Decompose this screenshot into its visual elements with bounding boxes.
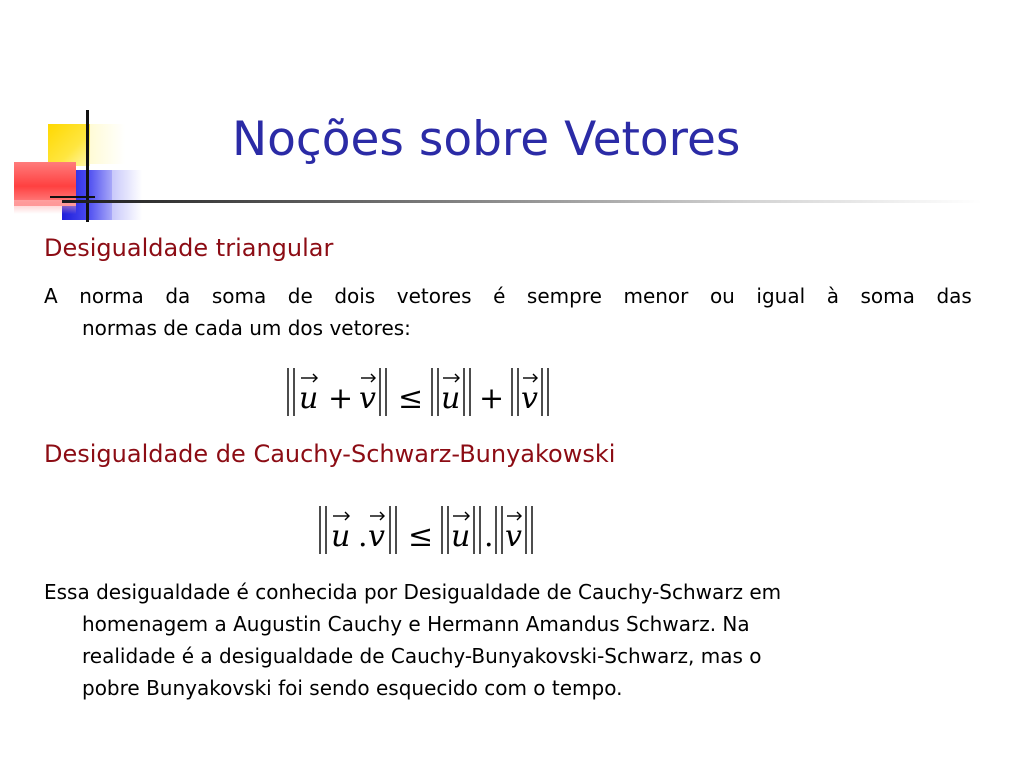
triangle-text-word: das (936, 284, 972, 308)
logo-yellow-square (48, 124, 90, 166)
formula2-u: u (331, 519, 351, 554)
formula1-u: u (299, 381, 319, 416)
triangle-text-word: menor (623, 284, 689, 308)
triangle-formula-svg (286, 364, 586, 420)
formula1-plus: + (328, 381, 354, 416)
triangle-text-word: à (826, 284, 839, 308)
cauchy-formula-svg (318, 502, 558, 558)
cauchy-text-line-2: homenagem a Augustin Cauchy e Hermann Amandus Schwarz. Na (82, 612, 750, 636)
cauchy-text-line-4: pobre Bunyakovski foi sendo esquecido com o tempo. (82, 676, 623, 700)
triangle-text-line-2: normas de cada um dos vetores: (82, 316, 411, 340)
cauchy-schwarz-text (44, 576, 972, 704)
cauchy-schwarz-heading: Desigualdade de Cauchy-Schwarz-Bunyakowski (44, 440, 616, 468)
logo-yellow-glow (90, 124, 125, 164)
formula2-u-right: u (451, 519, 471, 554)
triangle-inequality-formula (286, 364, 586, 420)
logo-vertical-line (86, 110, 89, 222)
decorative-squares-logo (0, 100, 150, 230)
triangle-text-word: igual (756, 284, 806, 308)
title-underline-rule (62, 200, 982, 203)
formula1-plus-right: + (479, 381, 505, 416)
triangle-inequality-text (44, 280, 972, 344)
triangle-text-word: é (493, 284, 506, 308)
formula2-dot-right: . (484, 519, 494, 554)
formula2-dot: . (358, 519, 368, 554)
triangle-inequality-heading: Desigualdade triangular (44, 234, 334, 262)
triangle-text-word: vetores (396, 284, 472, 308)
triangle-text-word: norma (79, 284, 144, 308)
formula1-u-right: u (441, 381, 461, 416)
formula1-v-right: v (521, 381, 538, 416)
triangle-text-line-1 (44, 280, 972, 312)
formula1-leq: ≤ (398, 381, 424, 416)
triangle-text-word: da (165, 284, 191, 308)
cauchy-text-line-1: Essa desigualdade é conhecida por Desigualdade de Cauchy-Schwarz em (44, 580, 782, 604)
cauchy-text-line-3: realidade é a desigualdade de Cauchy-Bunyakovski-Schwarz, mas o (82, 644, 762, 668)
triangle-text-word: dois (334, 284, 376, 308)
triangle-text-word: de (287, 284, 313, 308)
triangle-text-word: sempre (526, 284, 602, 308)
cauchy-schwarz-formula (318, 502, 558, 558)
formula2-v-right: v (505, 519, 522, 554)
triangle-text-word: A (44, 284, 58, 308)
formula2-v: v (368, 519, 385, 554)
triangle-text-word: soma (860, 284, 915, 308)
triangle-text-word: soma (211, 284, 267, 308)
logo-horizontal-line (50, 196, 95, 198)
formula2-leq: ≤ (408, 519, 434, 554)
slide-title: Noções sobre Vetores (232, 112, 741, 167)
triangle-text-word: ou (709, 284, 735, 308)
formula1-v: v (359, 381, 376, 416)
logo-blue-glow (112, 170, 142, 220)
